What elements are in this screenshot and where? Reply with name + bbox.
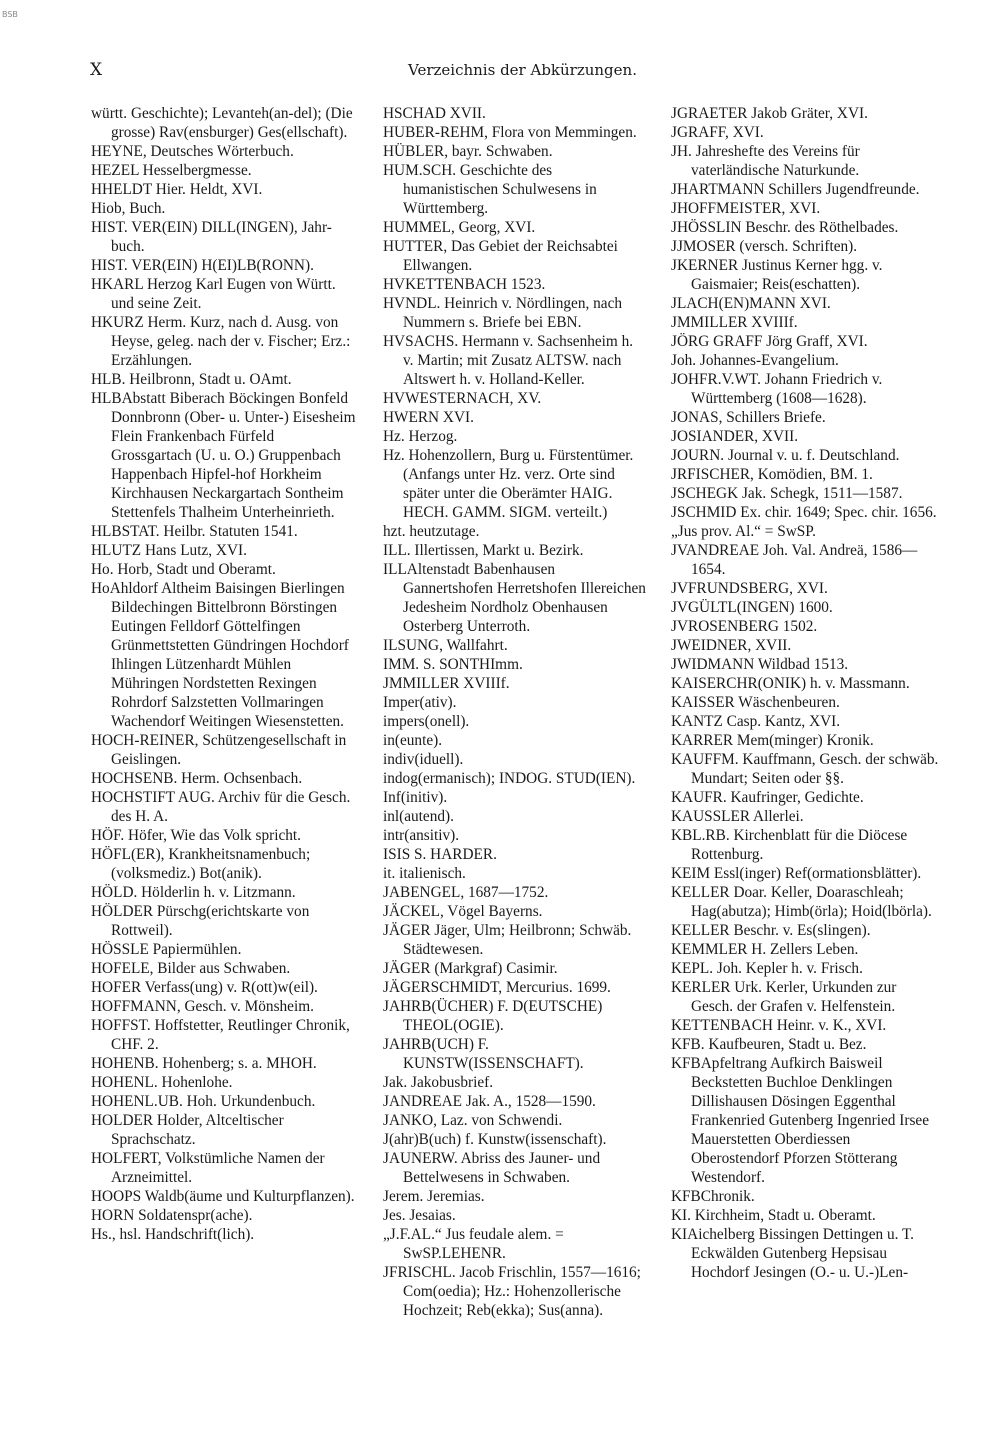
abbreviation-entry: KI. Kirchheim, Stadt u. Oberamt. xyxy=(671,1207,876,1224)
abbreviation-entry: HUM.SCH. Geschichte des humanistischen Schulwesens in Württemberg. xyxy=(383,162,597,217)
abbreviation-entry: ILL. Illertissen, Markt u. Bezirk. xyxy=(383,542,584,559)
abbreviation-entry: Ho. Horb, Stadt und Oberamt. xyxy=(91,561,276,578)
abbreviation-entry: HUMMEL, Georg, XVI. xyxy=(383,219,536,236)
page-title: Verzeichnis der Abkürzungen. xyxy=(408,61,637,79)
abbreviation-entry: KBL.RB. Kirchenblatt für die Diöcese Rottenburg. xyxy=(671,827,908,863)
abbreviation-entry: HORN Soldatenspr(ache). xyxy=(91,1207,253,1224)
abbreviation-entry: württ. Geschichte); Levanteh(an-del); (Die grosse) Rav(ensburger) Ges(ellschaft). xyxy=(91,105,353,141)
abbreviation-entry: HOHENB. Hohenberg; s. a. MHOH. xyxy=(91,1055,317,1072)
abbreviation-entry: HKARL Herzog Karl Eugen von Württ. und seine Zeit. xyxy=(91,276,336,312)
abbreviation-entry: KAUFFM. Kauffmann, Gesch. der schwäb. Mundart; Seiten oder §§. xyxy=(671,751,939,787)
abbreviation-entry: HÖLDER Pürschg(erichtskarte von Rottweil). xyxy=(91,903,310,939)
abbreviation-entry: KARRER Mem(minger) Kronik. xyxy=(671,732,874,749)
abbreviation-entry: Imper(ativ). xyxy=(383,694,457,711)
abbreviation-entry: Hiob, Buch. xyxy=(91,200,166,217)
abbreviation-entry: JAHRB(ÜCHER) F. D(EUTSCHE) THEOL(OGIE). xyxy=(383,998,603,1034)
abbreviation-entry: Hz. Hohenzollern, Burg u. Fürstentümer. (Anfangs unter Hz. verz. Orte sind später unter die Oberämter HAIG. HECH. GAMM. SIGM. verteilt.) xyxy=(383,447,634,521)
abbreviation-entry: KANTZ Casp. Kantz, XVI. xyxy=(671,713,841,730)
abbreviation-entry: HOHENL.UB. Hoh. Urkundenbuch. xyxy=(91,1093,316,1110)
abbreviation-entry: HÜBLER, bayr. Schwaben. xyxy=(383,143,553,160)
abbreviation-entry: HOFER Verfass(ung) v. R(ott)w(eil). xyxy=(91,979,318,996)
abbreviation-entry: HOLDER Holder, Altceltischer Sprachschatz. xyxy=(91,1112,284,1148)
abbreviation-entry: HOFFMANN, Gesch. v. Mönsheim. xyxy=(91,998,314,1015)
abbreviation-entry: „Jus prov. Al.“ = SwSP. xyxy=(671,523,816,540)
abbreviation-entry: Hs., hsl. Handschrift(lich). xyxy=(91,1226,255,1243)
abbreviation-entry: HVWESTERNACH, XV. xyxy=(383,390,542,407)
column-3 xyxy=(671,104,939,1282)
abbreviation-entry: hzt. heutzutage. xyxy=(383,523,480,540)
abbreviation-entry: JVFRUNDSBERG, XVI. xyxy=(671,580,828,597)
abbreviation-entry: HSCHAD XVII. xyxy=(383,105,486,122)
abbreviation-entry: KAISSER Wäschenbeuren. xyxy=(671,694,840,711)
abbreviation-entry: HVNDL. Heinrich v. Nördlingen, nach Nummern s. Briefe bei EBN. xyxy=(383,295,623,331)
abbreviation-entry: HWERN XVI. xyxy=(383,409,474,426)
abbreviation-entry: Joh. Johannes-Evangelium. xyxy=(671,352,839,369)
abbreviation-entry: JHÖSSLIN Beschr. des Röthelbades. xyxy=(671,219,899,236)
abbreviation-entry: JANDREAE Jak. A., 1528—1590. xyxy=(383,1093,596,1110)
abbreviation-entry: KEPL. Joh. Kepler h. v. Frisch. xyxy=(671,960,863,977)
abbreviation-entry: JVANDREAE Joh. Val. Andreä, 1586—1654. xyxy=(671,542,918,578)
abbreviation-entry: KAUFR. Kaufringer, Gedichte. xyxy=(671,789,864,806)
abbreviation-entry: JONAS, Schillers Briefe. xyxy=(671,409,826,426)
abbreviation-entry: HOOPS Waldb(äume und Kulturpflanzen). xyxy=(91,1188,355,1205)
abbreviation-entry: JGRAETER Jakob Gräter, XVI. xyxy=(671,105,868,122)
abbreviation-entry: JOURN. Journal v. u. f. Deutschland. xyxy=(671,447,900,464)
abbreviation-entry: JABENGEL, 1687—1752. xyxy=(383,884,549,901)
abbreviation-entry: KFBApfeltrang Aufkirch Baisweil Beckstetten Buchloe Denklingen Dillishausen Dösingen Eggenthal Frankenried Gutenberg Ingenried Irsee Mauerstetten Oberdiessen Oberostendorf Pforzen Stötterang Westendorf. xyxy=(671,1055,929,1186)
abbreviation-entry: HKURZ Herm. Kurz, nach d. Ausg. von Heyse, geleg. nach der v. Fischer; Erz.: Erzählungen. xyxy=(91,314,351,369)
abbreviation-entry: impers(onell). xyxy=(383,713,470,730)
abbreviation-entry: HOFELE, Bilder aus Schwaben. xyxy=(91,960,291,977)
abbreviation-entry: indog(ermanisch); INDOG. STUD(IEN). xyxy=(383,770,636,787)
abbreviation-entry: KAISERCHR(ONIK) h. v. Massmann. xyxy=(671,675,910,692)
abbreviation-entry: HÖLD. Hölderlin h. v. Litzmann. xyxy=(91,884,296,901)
abbreviation-entry: ILLAltenstadt Babenhausen Gannertshofen Herretshofen Illereichen Jedesheim Nordholz Obenhausen Osterberg Unterroth. xyxy=(383,561,646,635)
abbreviation-entry: JOSIANDER, XVII. xyxy=(671,428,799,445)
abbreviation-entry: ISIS S. HARDER. xyxy=(383,846,497,863)
abbreviation-entry: JAHRB(UCH) F. KUNSTW(ISSENSCHAFT). xyxy=(383,1036,584,1072)
abbreviation-entry: HÖFL(ER), Krankheitsnamenbuch; (volksmediz.) Bot(anik). xyxy=(91,846,311,882)
abbreviation-entry: JSCHEGK Jak. Schegk, 1511—1587. xyxy=(671,485,903,502)
abbreviation-entry: JMMILLER XVIIIf. xyxy=(671,314,798,331)
abbreviation-entry: J(ahr)B(uch) f. Kunstw(issenschaft). xyxy=(383,1131,607,1148)
page-number: X xyxy=(90,60,103,80)
abbreviation-entry: JJMOSER (versch. Schriften). xyxy=(671,238,858,255)
abbreviation-entry: HIST. VER(EIN) DILL(INGEN), Jahr-buch. xyxy=(91,219,332,255)
abbreviation-entry: JANKO, Laz. von Schwendi. xyxy=(383,1112,563,1129)
abbreviation-entry: KEMMLER H. Zellers Leben. xyxy=(671,941,859,958)
abbreviation-entry: HVKETTENBACH 1523. xyxy=(383,276,546,293)
abbreviation-entry: HoAhldorf Altheim Baisingen Bierlingen Bildechingen Bittelbronn Börstingen Eutingen Felldorf Göttelfingen Grünmettstetten Gündringen Hochdorf Ihlingen Lützenhardt Mühlen Mühringen Nordstetten Rexingen Rohrdorf Salzstetten Vollmaringen Wachendorf Weitingen Wiesenstetten. xyxy=(91,580,349,730)
column-1 xyxy=(91,104,357,1244)
abbreviation-entry: JHOFFMEISTER, XVI. xyxy=(671,200,821,217)
abbreviation-entry: in(eunte). xyxy=(383,732,443,749)
abbreviation-entry: JÄGER Jäger, Ulm; Heilbronn; Schwäb. Städtewesen. xyxy=(383,922,632,958)
abbreviation-entry: Hz. Herzog. xyxy=(383,428,458,445)
abbreviation-entry: HÖSSLE Papiermühlen. xyxy=(91,941,242,958)
abbreviation-entry: JÄGERSCHMIDT, Mercurius. 1699. xyxy=(383,979,611,996)
abbreviation-entry: KERLER Urk. Kerler, Urkunden zur Gesch. der Grafen v. Helfenstein. xyxy=(671,979,897,1015)
abbreviation-entry: KELLER Beschr. v. Es(slingen). xyxy=(671,922,871,939)
abbreviation-entry: HEYNE, Deutsches Wörterbuch. xyxy=(91,143,294,160)
abbreviation-entry: IMM. S. SONTHImm. xyxy=(383,656,523,673)
abbreviation-entry: HOCHSENB. Herm. Ochsenbach. xyxy=(91,770,303,787)
abbreviation-entry: Jes. Jesaias. xyxy=(383,1207,456,1224)
abbreviation-entry: JRFISCHER, Komödien, BM. 1. xyxy=(671,466,873,483)
abbreviation-entry: ILSUNG, Wallfahrt. xyxy=(383,637,508,654)
abbreviation-entry: JMMILLER XVIIIf. xyxy=(383,675,510,692)
abbreviation-entry: inl(autend). xyxy=(383,808,454,825)
abbreviation-entry: KFB. Kaufbeuren, Stadt u. Bez. xyxy=(671,1036,867,1053)
abbreviation-entry: HOLFERT, Volkstümliche Namen der Arzneimittel. xyxy=(91,1150,325,1186)
abbreviation-entry: JÖRG GRAFF Jörg Graff, XVI. xyxy=(671,333,868,350)
abbreviation-entry: Jak. Jakobusbrief. xyxy=(383,1074,494,1091)
abbreviation-entry: JVGÜLTL(INGEN) 1600. xyxy=(671,599,833,616)
abbreviation-entry: JHARTMANN Schillers Jugendfreunde. xyxy=(671,181,920,198)
abbreviation-entry: HOHENL. Hohenlohe. xyxy=(91,1074,233,1091)
abbreviation-entry: HOCH-REINER, Schützengesellschaft in Geislingen. xyxy=(91,732,347,768)
abbreviation-entry: JFRISCHL. Jacob Frischlin, 1557—1616; Com(oedia); Hz.: Hohenzollerische Hochzeit; Reb(ekka); Sus(anna). xyxy=(383,1264,641,1319)
abbreviation-entry: JWIDMANN Wildbad 1513. xyxy=(671,656,849,673)
abbreviation-entry: KIAichelberg Bissingen Dettingen u. T. Eckwälden Gutenberg Hepsisau Hochdorf Jesingen (O.- u. U.-)Len- xyxy=(671,1226,915,1281)
abbreviation-entry: Jerem. Jeremias. xyxy=(383,1188,485,1205)
abbreviation-entry: KAUSSLER Allerlei. xyxy=(671,808,804,825)
abbreviation-entry: KELLER Doar. Keller, Doaraschleah; Hag(abutza); Himb(örla); Hoid(lbörla). xyxy=(671,884,932,920)
abbreviation-entry: JÄCKEL, Vögel Bayerns. xyxy=(383,903,543,920)
abbreviation-entry: HEZEL Hesselbergmesse. xyxy=(91,162,252,179)
abbreviation-entry: JÄGER (Markgraf) Casimir. xyxy=(383,960,558,977)
abbreviation-entry: it. italienisch. xyxy=(383,865,466,882)
abbreviation-entry: HUBER-REHM, Flora von Memmingen. xyxy=(383,124,637,141)
abbreviation-entry: JGRAFF, XVI. xyxy=(671,124,764,141)
abbreviation-entry: HLUTZ Hans Lutz, XVI. xyxy=(91,542,247,559)
abbreviation-entry: indiv(iduell). xyxy=(383,751,464,768)
abbreviation-entry: intr(ansitiv). xyxy=(383,827,460,844)
abbreviation-entry: JSCHMID Ex. chir. 1649; Spec. chir. 1656. xyxy=(671,504,937,521)
abbreviation-entry: Inf(initiv). xyxy=(383,789,448,806)
abbreviation-entry: JH. Jahreshefte des Vereins für vaterländische Naturkunde. xyxy=(671,143,860,179)
abbreviation-entry: KFBChronik. xyxy=(671,1188,755,1205)
abbreviation-entry: HUTTER, Das Gebiet der Reichsabtei Ellwangen. xyxy=(383,238,618,274)
abbreviation-entry: HOCHSTIFT AUG. Archiv für die Gesch. des H. A. xyxy=(91,789,351,825)
abbreviation-entry: JWEIDNER, XVII. xyxy=(671,637,792,654)
abbreviation-entry: JVROSENBERG 1502. xyxy=(671,618,818,635)
abbreviation-entry: KEIM Essl(inger) Ref(ormationsblätter). xyxy=(671,865,922,882)
abbreviation-entry: HLBSTAT. Heilbr. Statuten 1541. xyxy=(91,523,298,540)
abbreviation-entry: KETTENBACH Heinr. v. K., XVI. xyxy=(671,1017,887,1034)
library-watermark: BSB xyxy=(2,10,18,19)
abbreviation-entry: JOHFR.V.WT. Johann Friedrich v. Württemberg (1608—1628). xyxy=(671,371,883,407)
abbreviation-entry: HIST. VER(EIN) H(EI)LB(RONN). xyxy=(91,257,314,274)
abbreviation-entry: „J.F.AL.“ Jus feudale alem. = SwSP.LEHENR. xyxy=(383,1226,564,1262)
abbreviation-entry: HLBAbstatt Biberach Böckingen Bonfeld Donnbronn (Ober- u. Unter-) Eisesheim Flein Frankenbach Fürfeld Grossgartach (U. u. O.) Gruppenbach Happenbach Hipfel-hof Horkheim Kirchhausen Neckargartach Sontheim Stettenfels Thalheim Unterheinrieth. xyxy=(91,390,356,521)
column-2 xyxy=(383,104,647,1320)
abbreviation-entry: JKERNER Justinus Kerner hgg. v. Gaismaier; Reis(eschatten). xyxy=(671,257,883,293)
abbreviation-entry: HOFFST. Hoffstetter, Reutlinger Chronik, CHF. 2. xyxy=(91,1017,350,1053)
abbreviation-entry: JAUNERW. Abriss des Jauner- und Bettelwesens in Schwaben. xyxy=(383,1150,601,1186)
abbreviation-entry: HVSACHS. Hermann v. Sachsenheim h. v. Martin; mit Zusatz ALTSW. nach Altswert h. v. Holland-Keller. xyxy=(383,333,634,388)
abbreviation-entry: HLB. Heilbronn, Stadt u. OAmt. xyxy=(91,371,292,388)
abbreviation-entry: JLACH(EN)MANN XVI. xyxy=(671,295,831,312)
abbreviation-entry: HHELDT Hier. Heldt, XVI. xyxy=(91,181,263,198)
abbreviation-entry: HÖF. Höfer, Wie das Volk spricht. xyxy=(91,827,301,844)
